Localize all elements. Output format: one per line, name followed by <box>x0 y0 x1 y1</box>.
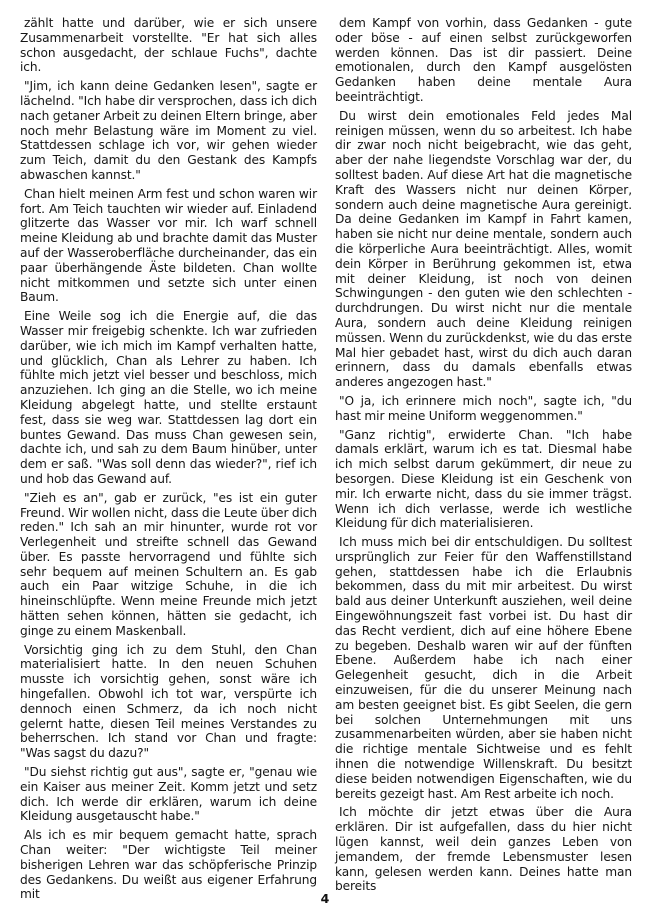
paragraph: "Ganz richtig", erwiderte Chan. "Ich habe damals erklärt, warum ich es tat. Diesmal habe ich mich selbst darum gekümmert, dir neue zu besorgen. Diese Kleidung ist ein Geschenk von mir. Ich erwarte nicht, dass du sie immer trägst. Wenn ich dich verlasse, werde ich westliche Kleidung für dich materialisieren. <box>335 427 632 531</box>
paragraph: zählt hatte und darüber, wie er sich unsere Zusammenarbeit vorstellte. "Er hat sich alles schon ausgedacht, der schlaue Fuchs", dachte ich. <box>20 16 317 75</box>
paragraph: Ich möchte dir jetzt etwas über die Aura erklären. Dir ist aufgefallen, dass du hier nicht lügen kannst, weil dein ganzes Leben von jemandem, der fremde Lebensmuster lesen kann, gelesen werden kann. Deines hatte man bereits <box>335 805 632 894</box>
paragraph: "Jim, ich kann deine Gedanken lesen", sagte er lächelnd. "Ich habe dir versprochen, dass ich dich nach getaner Arbeit zu deinen Eltern bringe, aber noch mehr Belastung wäre im Moment zu viel. Stattdessen schlage ich vor, wir gehen wieder zum Teich, damit du den Gestank des Kampfs abwaschen kannst." <box>20 79 317 182</box>
left-column <box>20 16 317 906</box>
paragraph: Als ich es mir bequem gemacht hatte, sprach Chan weiter: "Der wichtigste Teil meiner bisherigen Lehren war das schöpferische Prinzip des Gedankens. Du weißt aus eigener Erfahrung mit <box>20 828 317 902</box>
paragraph: "Zieh es an", gab er zurück, "es ist ein guter Freund. Wir wollen nicht, dass die Leute über dich reden." Ich sah an mir hinunter, wurde rot vor Verlegenheit und streifte schnell das Gewand über. Es passte hervorragend und fühlte sich sehr bequem auf meinen Schultern an. Es gab auch ein Paar witzige Schuhe, in die ich hineinschlüpfte. Wenn meine Freunde mich jetzt hätten sehen können, hätten sie gedacht, ich ginge zu einem Maskenball. <box>20 490 317 638</box>
paragraph: "O ja, ich erinnere mich noch", sagte ich, "du hast mir meine Uniform weggenommen." <box>335 393 632 423</box>
paragraph: Eine Weile sog ich die Energie auf, die das Wasser mir freigebig schenkte. Ich war zufrieden darüber, wie ich mich im Kampf verhalten hatte, und glücklich, Chan als Lehrer zu haben. Ich fühlte mich jetzt viel besser und beschloss, mich anzuziehen. Ich ging an die Stelle, wo ich meine Kleidung abgelegt hatte, und stellte erstaunt fest, dass sie weg war. Stattdessen lag dort ein buntes Gewand. Das muss Chan gewesen sein, dachte ich, und sah zu dem Baum hinüber, unter dem er saß. "Was soll denn das wieder?", rief ich und hob das Gewand auf. <box>20 309 317 486</box>
paragraph: dem Kampf von vorhin, dass Gedanken - gute oder böse - auf einen selbst zurückgeworfen werden können. Das ist dir passiert. Deine emotionalen, durch den Kampf ausgelösten Gedanken haben deine mentale Aura beeinträchtigt. <box>335 16 632 104</box>
paragraph: Ich muss mich bei dir entschuldigen. Du solltest ursprünglich zur Feier für den Waffenstillstand gehen, stattdessen habe ich die Erlaubnis bekommen, dass du mit mir arbeitest. Du wirst bald aus deiner Unterkunft ausziehen, weil deine Eingewöhnungszeit fast vorbei ist. Du hast dir das Recht verdient, dich auf eine höhere Ebene zu begeben. Deshalb waren wir auf der fünften Ebene. Außerdem habe ich nach einer Gelegenheit gesucht, dich in die Arbeit einzuweisen, für die du unserer Meinung nach am besten geeignet bist. Es gibt Seelen, die gern bei solchen Unternehmungen mit uns zusammenarbeiten würden, aber sie haben nicht die richtige mentale Sichtweise und es fehlt ihnen die notwendige Willenskraft. Du besitzt diese beiden notwendigen Eigenschaften, wie du bereits gezeigt hast. Am Rest arbeite ich noch. <box>335 535 632 801</box>
page-number: 4 <box>320 891 330 906</box>
right-column <box>335 16 632 906</box>
paragraph: "Du siehst richtig gut aus", sagte er, "genau wie ein Kaiser aus meiner Zeit. Komm jetzt und setz dich. Ich werde dir erklären, warum ich deine Kleidung ausgetauscht habe." <box>20 765 317 824</box>
paragraph: Vorsichtig ging ich zu dem Stuhl, den Chan materialisiert hatte. In den neuen Schuhen musste ich vorsichtig gehen, sonst wäre ich hingefallen. Obwohl ich tot war, verspürte ich dennoch einen Schmerz, da ich noch nicht gelernt hatte, diesen Teil meines Verstandes zu beherrschen. Ich stand vor Chan und fragte: "Was sagst du dazu?" <box>20 642 317 761</box>
paragraph: Du wirst dein emotionales Feld jedes Mal reinigen müssen, wenn du so arbeitest. Ich habe dir zwar noch nicht beigebracht, wie das geht, aber der nahe liegendste Vorschlag war der, du solltest baden. Auf diese Art hat die magnetische Kraft des Wassers nicht nur deinen Körper, sondern auch deine magnetische Aura gereinigt. Da deine Gedanken im Kampf in Fahrt kamen, haben sie nicht nur deine mentale, sondern auch die körperliche Aura beeinträchtigt. Alles, womit dein Körper in Berührung gekommen ist, etwa mit deiner Kleidung, ist noch von deinen Schwingungen - den guten wie den schlechten - durchdrungen. Du wirst nicht nur die mentale Aura, sondern auch deine Kleidung reinigen müssen. Wenn du zurückdenkst, wie du das erste Mal hier gebadet hast, wirst du dich auch daran erinnern, dass du damals ebenfalls etwas anderes angezogen hast." <box>335 108 632 390</box>
paragraph: Chan hielt meinen Arm fest und schon waren wir fort. Am Teich tauchten wir wieder auf. Einladend glitzerte das Wasser vor mir. Ich warf schnell meine Kleidung ab und brachte damit das Muster auf der Wasseroberfläche durcheinander, das ein paar überhängende Äste bildeten. Chan wollte nicht mitkommen und setzte sich unter einen Baum. <box>20 186 317 305</box>
